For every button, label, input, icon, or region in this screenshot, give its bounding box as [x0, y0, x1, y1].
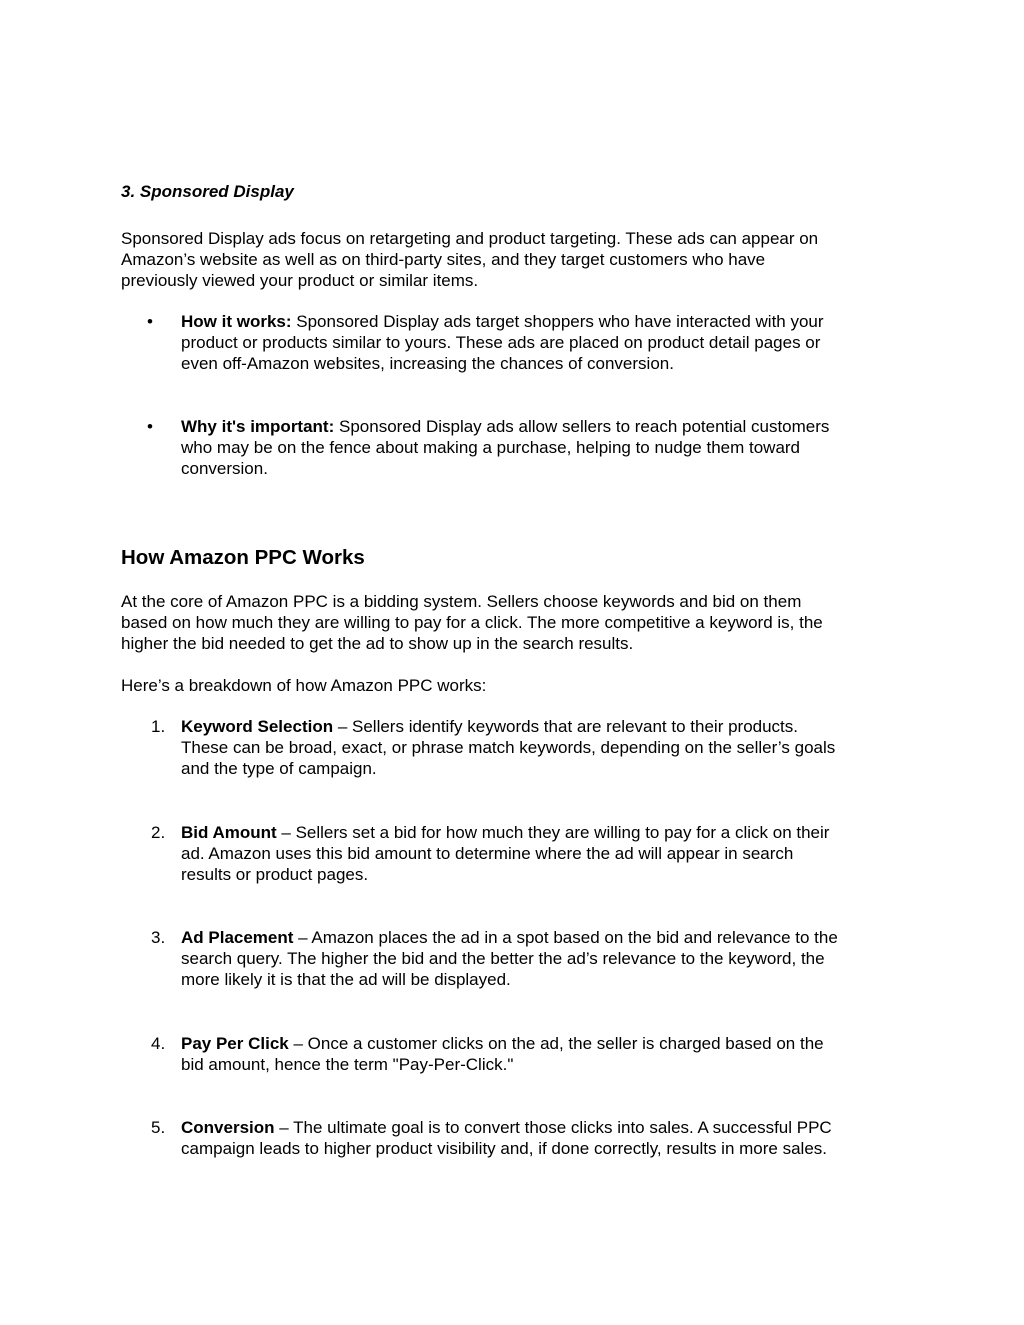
intro-line: Amazon’s website as well as on third-party sites, and they target customers who have	[121, 250, 766, 270]
bullet-line: who may be on the fence about making a purchase, helping to nudge them toward	[181, 438, 801, 458]
sponsored-display-intro	[121, 228, 818, 292]
step-item-conversion	[181, 1117, 832, 1159]
step-line	[181, 716, 835, 737]
how-ppc-works-heading: How Amazon PPC Works	[121, 546, 365, 569]
step-line	[181, 927, 838, 948]
step-text: – Amazon places the ad in a spot based on the bid and relevance to the	[293, 928, 838, 947]
bullet-lead: Why it's important:	[181, 417, 335, 436]
step-text: – Sellers set a bid for how much they are willing to pay for a click on their	[276, 823, 830, 842]
step-item-keyword-selection	[181, 716, 835, 780]
step-line: These can be broad, exact, or phrase match keywords, depending on the seller’s goals	[181, 738, 836, 758]
step-text: – The ultimate goal is to convert those clicks into sales. A successful PPC	[274, 1118, 832, 1137]
step-item-bid-amount	[181, 822, 829, 886]
bullet-marker: •	[147, 417, 153, 436]
step-line	[181, 1033, 824, 1054]
step-line: and the type of campaign.	[181, 759, 377, 779]
step-lead: Bid Amount	[181, 823, 277, 842]
step-lead: Pay Per Click	[181, 1034, 289, 1053]
step-number: 4.	[151, 1034, 166, 1053]
step-lead: Keyword Selection	[181, 717, 334, 736]
step-number: 2.	[151, 823, 166, 842]
step-number: 5.	[151, 1118, 166, 1137]
step-number: 3.	[151, 928, 166, 947]
intro-line: previously viewed your product or similar items.	[121, 271, 479, 291]
step-lead: Ad Placement	[181, 928, 294, 947]
step-line	[181, 1117, 832, 1138]
bullet-text: Sponsored Display ads allow sellers to reach potential customers	[334, 417, 830, 436]
step-number: 1.	[151, 717, 166, 736]
bullet-text: Sponsored Display ads target shoppers who have interacted with your	[291, 312, 824, 331]
step-item-pay-per-click	[181, 1033, 824, 1075]
bullet-line: even off-Amazon websites, increasing the chances of conversion.	[181, 354, 674, 374]
step-line	[181, 822, 829, 843]
bullet-marker: •	[147, 312, 153, 331]
step-text: – Once a customer clicks on the ad, the seller is charged based on the	[288, 1034, 824, 1053]
bullet-item-how-it-works	[181, 311, 824, 375]
step-line: campaign leads to higher product visibility and, if done correctly, results in more sales.	[181, 1139, 827, 1159]
step-line: results or product pages.	[181, 865, 369, 885]
step-line: bid amount, hence the term "Pay-Per-Click."	[181, 1055, 514, 1075]
step-text: – Sellers identify keywords that are relevant to their products.	[333, 717, 799, 736]
bullet-line	[181, 311, 824, 332]
intro-line: higher the bid needed to get the ad to show up in the search results.	[121, 634, 634, 654]
bullet-lead: How it works:	[181, 312, 292, 331]
intro-line: based on how much they are willing to pay for a click. The more competitive a keyword is, the	[121, 613, 823, 633]
step-line: ad. Amazon uses this bid amount to determine where the ad will appear in search	[181, 844, 794, 864]
sponsored-display-heading: 3. Sponsored Display	[121, 182, 294, 201]
bullet-line: product or products similar to yours. These ads are placed on product detail pages or	[181, 333, 821, 353]
step-line: more likely it is that the ad will be displayed.	[181, 970, 511, 990]
step-lead: Conversion	[181, 1118, 275, 1137]
bullet-item-why-important	[181, 416, 829, 480]
step-line: search query. The higher the bid and the better the ad’s relevance to the keyword, the	[181, 949, 825, 969]
intro-line: At the core of Amazon PPC is a bidding system. Sellers choose keywords and bid on them	[121, 592, 802, 611]
bullet-line	[181, 416, 829, 437]
how-ppc-works-intro	[121, 591, 823, 655]
intro-line: Sponsored Display ads focus on retargeting and product targeting. These ads can appear on	[121, 229, 819, 248]
breakdown-line: Here’s a breakdown of how Amazon PPC works:	[121, 676, 487, 695]
bullet-line: conversion.	[181, 459, 268, 479]
step-item-ad-placement	[181, 927, 838, 991]
